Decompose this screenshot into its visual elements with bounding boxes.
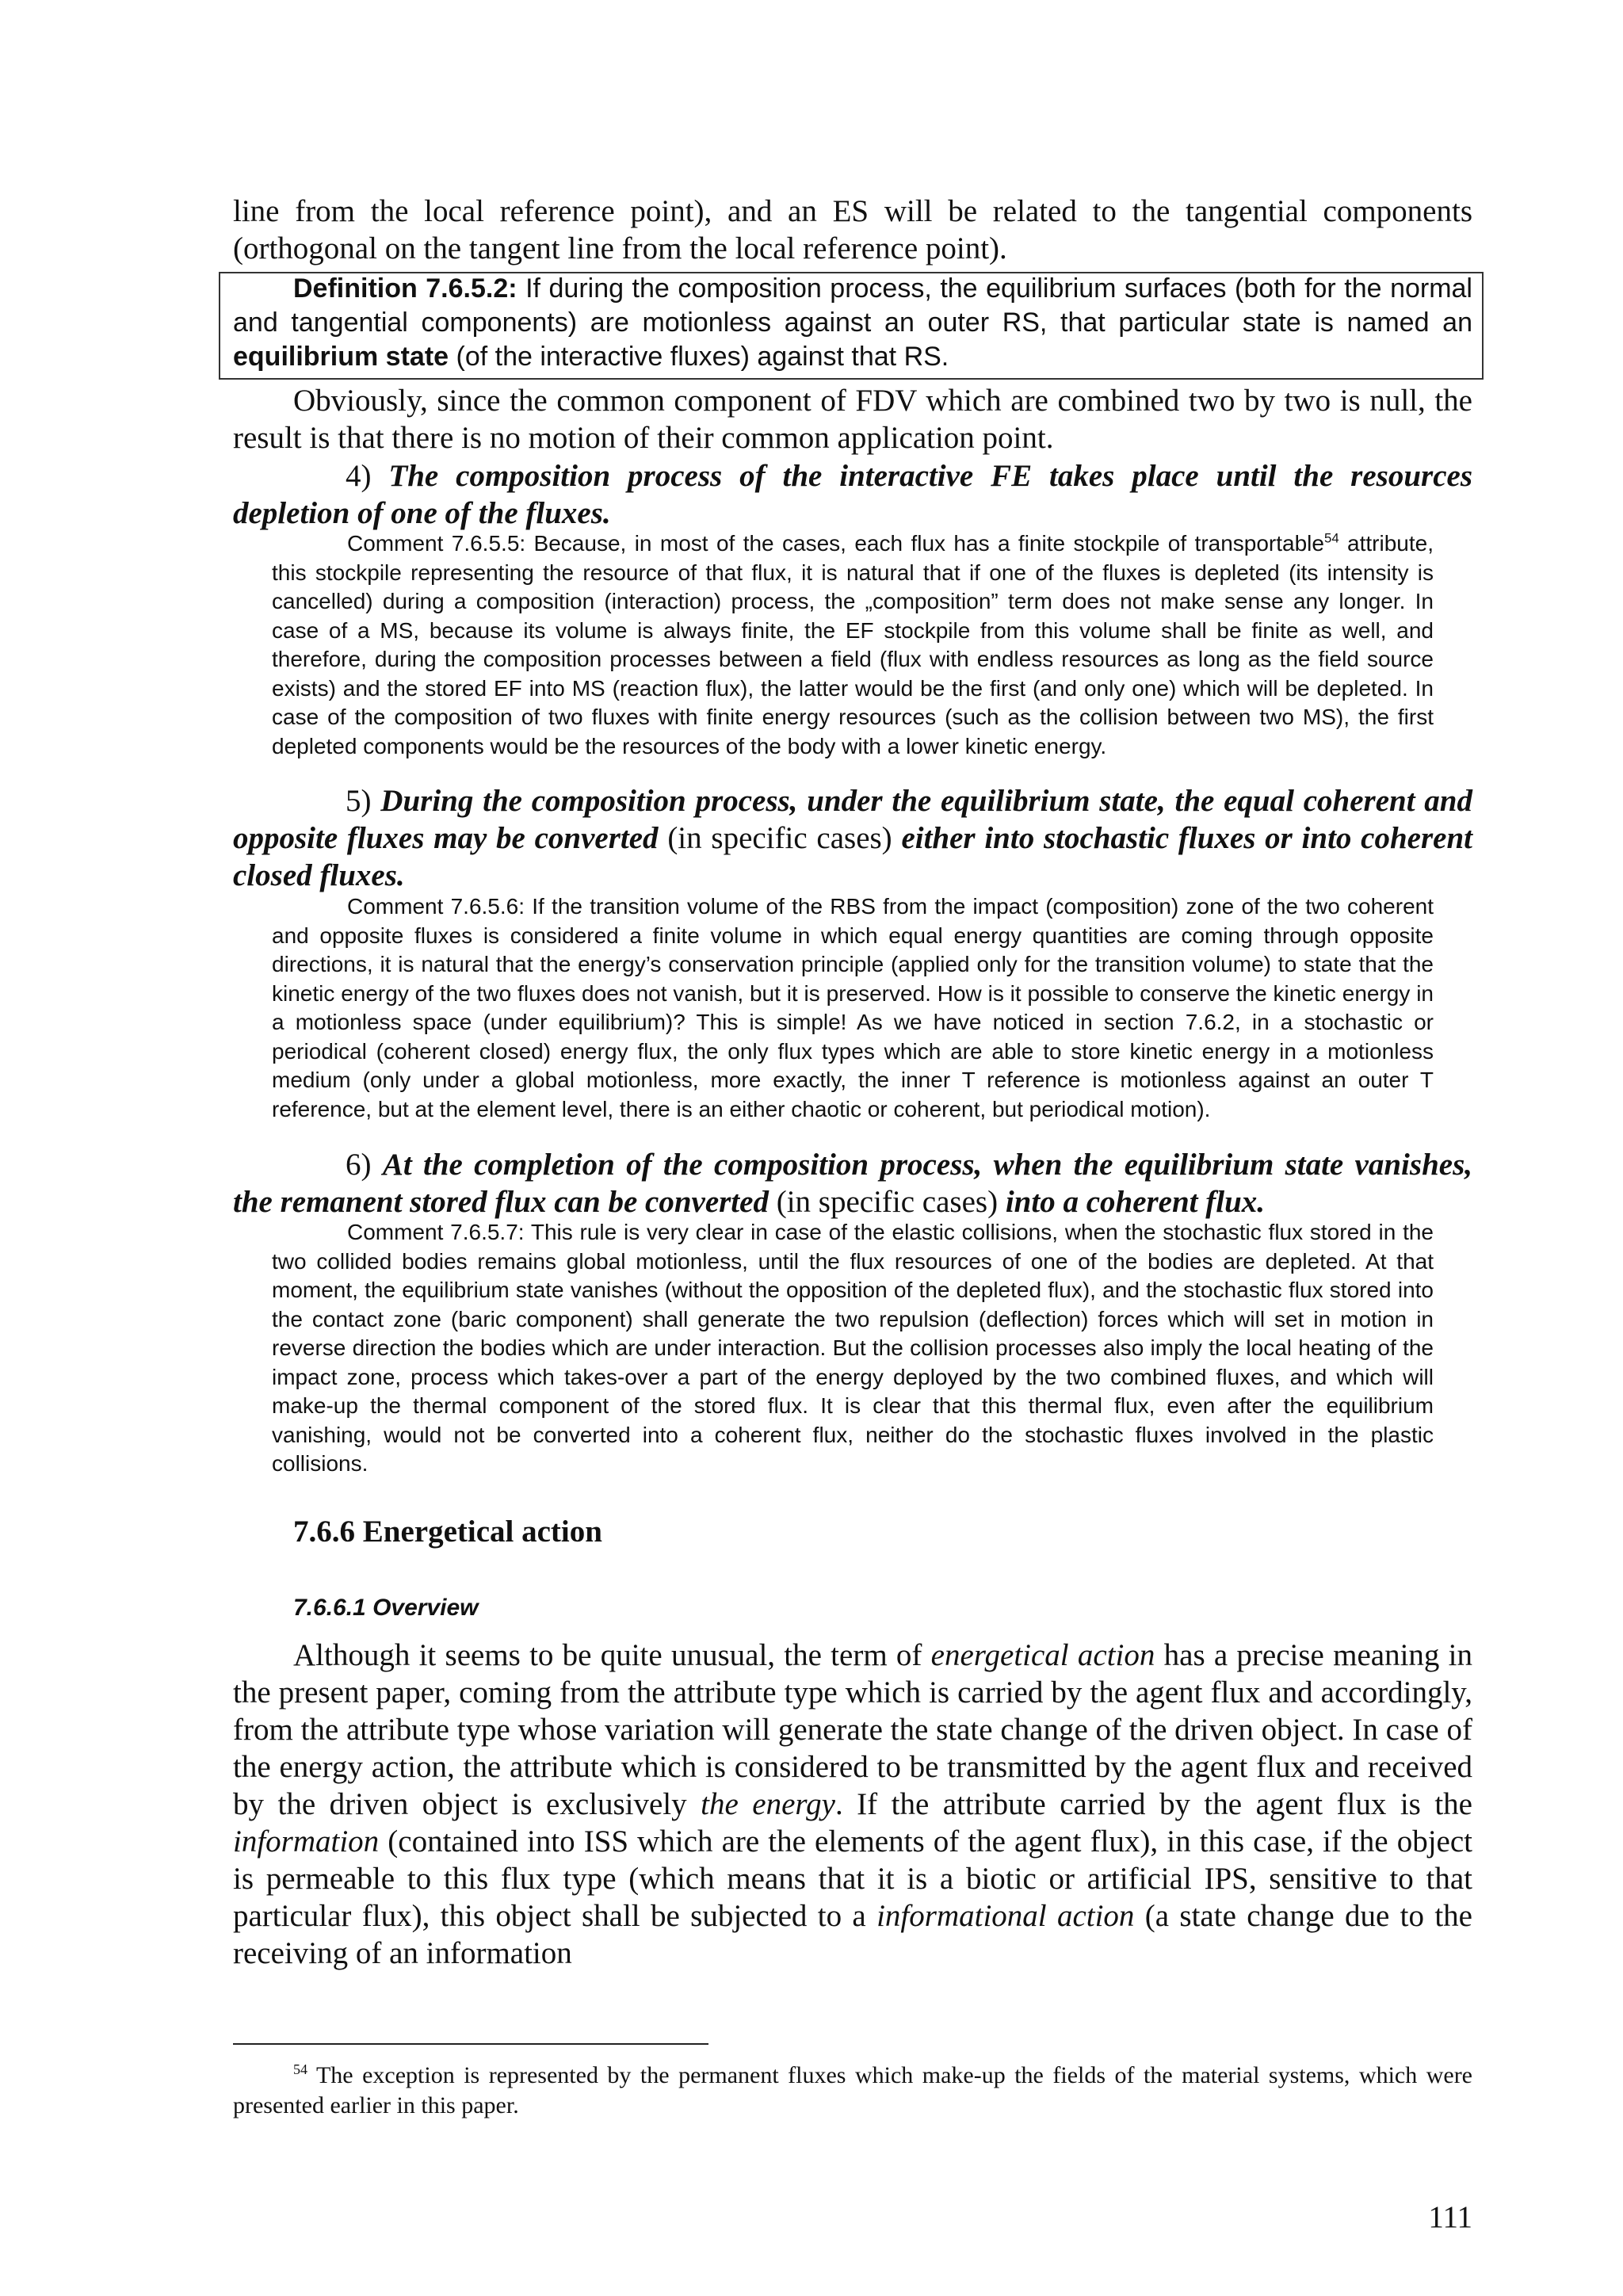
definition-label: Definition 7.6.5.2: — [293, 273, 517, 304]
definition-text-b: (of the interactive fluxes) against that RS. — [449, 342, 949, 372]
rule-item-5 — [233, 782, 1472, 894]
comment-7-6-5-7: Comment 7.6.5.7: This rule is very clear in case of the elastic collisions, when the stochastic flux stored in the two collided bodies remains global motionless, until the flux resources of one of the bodies are depleted. At that moment, the equilibrium state vanishes (without the opposition of the depleted flux), and the stochastic flux stored into the contact zone (baric component) shall generate the two repulsion (deflection) forces which will set in motion in reverse direction the bodies which are under interaction. But the collision processes also imply the local heating of the impact zone, process which takes-over a part of the energy deployed by the two combined fluxes, and which will make-up the thermal component of the stored flux. It is clear that this thermal flux, even after the equilibrium vanishing, would not be converted into a coherent flux, neither do the stochastic fluxes involved in the plastic collisions. — [272, 1220, 1434, 1476]
comment-7-6-5-5 — [272, 529, 1434, 761]
paragraph-intro: line from the local reference point), and an ES will be related to the tangential components (orthogonal on the tangent line from the local reference point). — [233, 194, 1472, 266]
subsection-heading: 7.6.6.1 Overview — [293, 1595, 479, 1621]
rule-6-plain: (in specific cases) — [768, 1185, 1006, 1219]
rule-item-4 — [233, 457, 1472, 532]
although-term-information: information — [233, 1824, 380, 1859]
rule-4-number: 4) — [346, 459, 389, 493]
paragraph-although — [233, 1637, 1472, 1972]
footnote-text: The exception is represented by the permanent fluxes which make-up the fields of the material systems, which were presented earlier in this paper. — [233, 2062, 1472, 2118]
although-term-the-energy: the energy — [701, 1787, 835, 1821]
footnote-ref-54: 54 — [1323, 530, 1339, 546]
although-c: . If the attribute carried by the agent flux is the — [834, 1787, 1472, 1821]
rule-5-text-a: During the composition process, under the equilibrium state, the equal coherent and opposite fluxes may be converted — [233, 784, 1472, 855]
although-a: Although it seems to be quite unusual, the term of — [293, 1638, 931, 1672]
although-e: (a state change due to the receiving of an information — [233, 1899, 1472, 1970]
rule-6-text-a: At the completion of the composition process, when the equilibrium state vanishes, the remanent stored flux can be converted — [233, 1148, 1472, 1219]
rule-5-plain: (in specific cases) — [658, 821, 902, 855]
comment-7-6-5-6: Comment 7.6.5.6: If the transition volume of the RBS from the impact (composition) zone of the two coherent and opposite fluxes is considered a finite volume in which equal energy quantities are coming through opposite directions, it is natural that the energy’s conservation principle (applied only for the transition volume) to state that the kinetic energy of the two fluxes does not vanish, but it is preserved. How is it possible to conserve the kinetic energy in a motionless space (under equilibrium)? This is simple! As we have noticed in section 7.6.2, in a stochastic or periodical (coherent closed) energy flux, the only flux types which are able to store kinetic energy in a motionless medium (only under a global motionless, more exactly, the inner T reference is motionless against an outer T reference, but at the element level, there is an either chaotic or coherent, but periodical motion). — [272, 894, 1434, 1121]
definition-7-6-5-2 — [233, 272, 1472, 374]
although-term-informational-action: informational action — [876, 1899, 1135, 1933]
paragraph-obviously: Obviously, since the common component of FDV which are combined two by two is null, the result is that there is no motion of their common application point. — [233, 384, 1472, 455]
definition-term: equilibrium state — [233, 342, 449, 372]
rule-6-number: 6) — [346, 1148, 383, 1182]
although-term-energetical-action: energetical action — [930, 1638, 1155, 1672]
rule-6-text-b: into a coherent flux. — [1005, 1185, 1266, 1219]
comment-755-text-a: Comment 7.6.5.5: Because, in most of the cases, each flux has a finite stockpile of transportable — [347, 531, 1324, 556]
footnote-54 — [233, 2061, 1472, 2121]
comment-755-text-b: attribute, this stockpile representing the resource of that flux, it is natural that if one of the fluxes is depleted (its intensity is cancelled) during a composition (interaction) process, the „composition” term does not make sense any longer. In case of a MS, because its volume is always finite, the EF stockpile from this volume shall be finite as well, and therefore, during the composition processes between a field (flux with endless resources as long as the field source exists) and the stored EF into MS (reaction flux), the latter would be the first (and only one) which will be depleted. In case of the composition of two fluxes with finite energy resources (such as the collision between two MS), the first depleted components would be the resources of the body with a lower kinetic energy. — [272, 531, 1434, 758]
although-d: (contained into ISS which are the elements of the agent flux), in this case, if the object is permeable to this flux type (which means that it is a biotic or artificial IPS, sensitive to that particular flux), this object shall be subjected to a — [233, 1824, 1472, 1933]
rule-4-text: The composition process of the interactive FE takes place until the resources depletion of one of the fluxes. — [233, 459, 1472, 530]
footnote-separator — [233, 2043, 708, 2045]
rule-5-number: 5) — [346, 784, 381, 818]
although-b: has a precise meaning in the present paper, coming from the attribute type which is carried by the agent flux and accordingly, from the attribute type whose variation will generate the state change of the driven object. In case of the energy action, the attribute which is considered to be transmitted by the agent flux and received by the driven object is exclusively — [233, 1638, 1472, 1821]
definition-text-a: If during the composition process, the equilibrium surfaces (both for the normal and tangential components) are motionless against an outer RS, that particular state is named an — [233, 273, 1472, 338]
page-number: 111 — [1428, 2200, 1472, 2234]
footnote-number: 54 — [293, 2061, 307, 2077]
rule-item-6 — [233, 1146, 1472, 1221]
section-heading: 7.6.6 Energetical action — [293, 1515, 602, 1549]
rule-5-text-b: either into stochastic fluxes or into coherent closed fluxes. — [233, 821, 1472, 892]
